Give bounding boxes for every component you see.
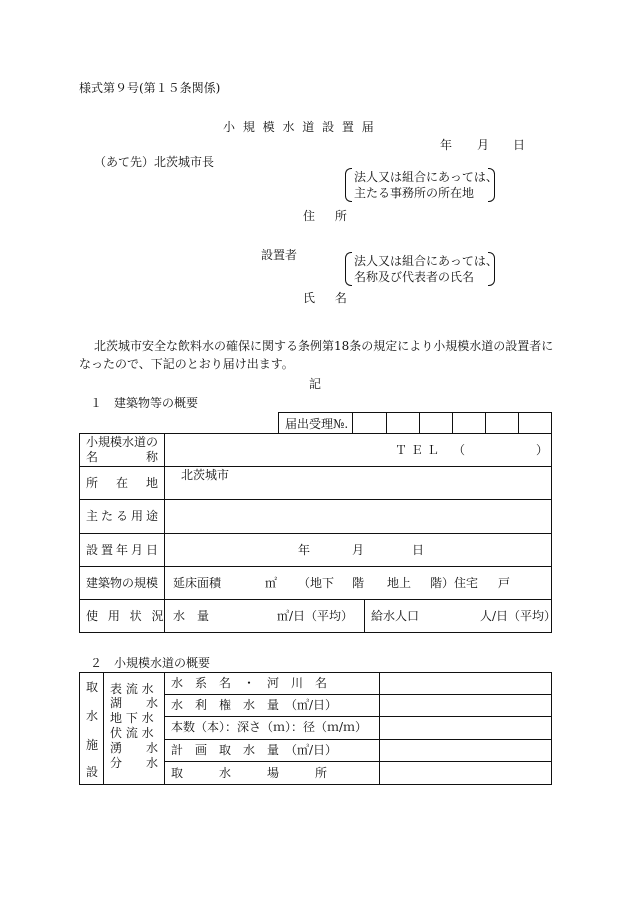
form-number: 様式第９号(第１５条関係) <box>79 81 221 95</box>
tel-close-paren: ） <box>536 443 549 457</box>
water-type-4: 伏 流 水 <box>110 726 154 740</box>
name-note-line1: 法人又は組合にあっては、 <box>354 254 498 268</box>
date-month: 月 <box>477 138 490 152</box>
houses-unit: 戸 <box>498 576 511 590</box>
tel-open-paren: （ <box>453 443 466 457</box>
address-note-line2: 主たる事務所の所在地 <box>354 186 475 200</box>
population-label: 給水人口 <box>371 609 420 623</box>
floor-area-label: 延床面積 <box>173 576 222 590</box>
install-day: 日 <box>412 543 425 557</box>
basement-label: （地下 <box>298 576 335 590</box>
side-label-2: 水 <box>86 709 99 723</box>
usage-label: 主たる用途 <box>86 509 162 523</box>
water-type-6: 分 水 <box>110 756 159 770</box>
name-row-label-2: 名 称 <box>86 450 159 464</box>
side-label-1: 取 <box>86 680 99 694</box>
install-date-field[interactable] <box>165 534 551 566</box>
section1-heading: １ 建築物等の概要 <box>90 396 199 410</box>
planned-intake-field[interactable] <box>380 740 551 761</box>
sqm-unit: ㎡ <box>265 576 278 590</box>
usage-status-label: 使 用 状 況 <box>86 609 167 623</box>
item-river-name: 水 系 名 ・ 河 川 名 <box>171 676 328 690</box>
water-volume-field[interactable] <box>215 600 275 632</box>
item-well-spec: 本数（本）：深さ（ｍ）：径（ｍ/ｍ） <box>171 720 368 734</box>
population-field[interactable] <box>420 600 478 632</box>
facility-name-field[interactable] <box>165 434 551 466</box>
tel-label: ＴＥＬ <box>395 443 444 457</box>
water-volume-unit: ㎥/日（平均） <box>277 609 354 623</box>
water-type-2: 湖 水 <box>110 696 159 710</box>
side-label-4: 設 <box>86 765 99 779</box>
installer-label: 設置者 <box>261 248 298 262</box>
side-label-3: 施 <box>86 738 99 752</box>
water-volume-label: 水 量 <box>173 609 210 623</box>
name-label: 氏 名 <box>303 291 355 305</box>
above-floor-house-unit: 階）住宅 <box>430 576 479 590</box>
population-unit: 人/日（平均） <box>480 609 557 623</box>
install-date-label: 設置年月日 <box>86 543 162 557</box>
section2-heading: ２ 小規模水道の概要 <box>90 656 211 670</box>
basement-floor-unit: 階 <box>352 576 365 590</box>
address-label: 住 所 <box>303 209 355 223</box>
water-right-field[interactable] <box>380 695 551 716</box>
body-line-2: なったので、下記のとおり届け出ます。 <box>79 357 294 371</box>
install-year: 年 <box>298 543 311 557</box>
address-note-line1: 法人又は組合にあっては、 <box>354 170 498 184</box>
date-year: 年 <box>440 138 453 152</box>
body-line-1: 北茨城市安全な飲料水の確保に関する条例第18条の規定により小規模水道の設置者に <box>94 339 554 353</box>
name-note-bracket <box>345 252 498 286</box>
usage-field[interactable] <box>165 500 551 533</box>
address-note-bracket <box>345 168 498 202</box>
addressee: （あて先）北茨城市長 <box>94 155 215 169</box>
well-spec-field[interactable] <box>380 717 551 739</box>
date-day: 日 <box>513 138 526 152</box>
item-planned-intake: 計 画 取 水 量 （㎥/日） <box>171 743 338 757</box>
location-label: 所 在 地 <box>86 476 162 490</box>
form-title: 小 規 模 水 道 設 置 届 <box>223 120 376 134</box>
water-type-5: 湧 水 <box>110 741 159 755</box>
item-water-right: 水 利 権 水 量 （㎥/日） <box>171 698 338 712</box>
location-field[interactable] <box>232 467 551 499</box>
above-ground-label: 地上 <box>387 576 412 590</box>
location-value: 北茨城市 <box>181 468 230 482</box>
name-note-line2: 名称及び代表者の氏名 <box>354 270 475 284</box>
river-name-field[interactable] <box>380 673 551 694</box>
item-intake-location: 取 水 場 所 <box>171 766 328 780</box>
receipt-number-field[interactable] <box>353 413 551 433</box>
scale-label: 建築物の規模 <box>86 576 159 590</box>
receipt-number-label: 届出受理№. <box>285 417 349 431</box>
name-row-label-1: 小規模水道の <box>86 435 159 449</box>
water-type-1: 表 流 水 <box>110 682 154 696</box>
install-month: 月 <box>352 543 365 557</box>
water-type-3: 地 下 水 <box>110 711 154 725</box>
building-scale-field[interactable] <box>220 567 551 599</box>
ki-label: 記 <box>309 377 322 391</box>
intake-location-field[interactable] <box>380 762 551 784</box>
